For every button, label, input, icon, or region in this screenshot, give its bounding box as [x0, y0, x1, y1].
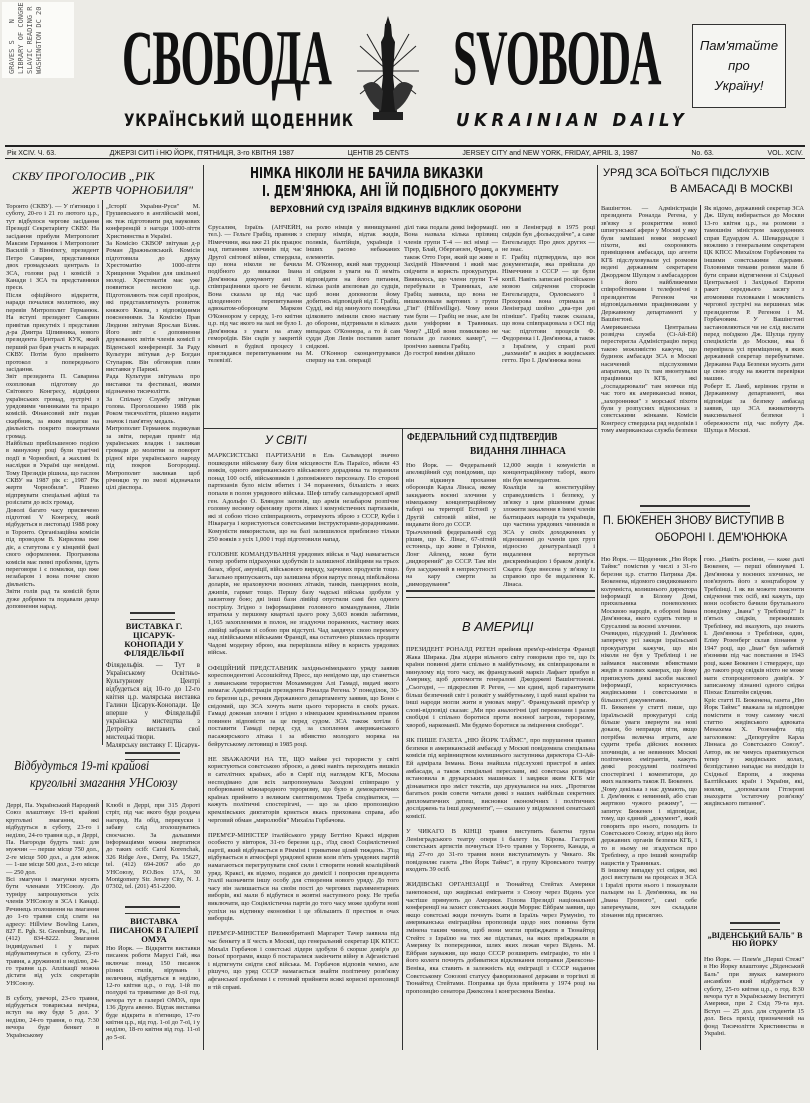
- section-world: У СВІТІ: [265, 433, 307, 447]
- headline-unsoyuz-2: кругольні змагання УНСоюзу: [30, 776, 178, 791]
- date-ukrainian: ДЖЕРЗІ СИТІ і НЮ ЙОРК, П'ЯТНИЦЯ, 3-го КВІТНЯ 1987: [109, 150, 295, 157]
- year-issue: Рік XCIV. Ч. 63.: [7, 150, 57, 157]
- skvu-column-2: „Історії України-Руси" М. Грушевського в англійській мові, як теж підготовити ряд наукових конференцій з нагоди 1000-ліття Християнства в Україні. За Комісію СКВОР звітував д-р Роман Дражньовський. Комісія підготовила до друку Хрестоматію 1000-ліття Хрищення України для шкільної молоді. Хрестоматія має уже появитися весною ц.р. Підготовляють теж серії прозірок, які представлятимуть розвиток княжого Києва, з відповідними поясненнями. За Комісію Прав Людини звітував Ярослав Біляк. Його звіт є доповнення друкованих звітів членів комісії з Віденської конференції. За Раду Культури звітував д-р Богдан Ступарик. Він обговорив плян виставки у Парижі. Рада Культури звітувала про виставки та фестивалі, якими відзначено тисячоліття. За Спільну Службу звітував голова. Проголошено 1988 рік Роком тисячоліття, рішено видати значок і пам'ятну медаль. Митрополит Германюк подякував за звіти, передав привіт від українських владик і закликав громади до молитви за поворот рідної віри українського народу під покров Богородиці. Митрополит закликав щоб річницю ту по змозі відзначали цілі діяспора.: [106, 203, 200, 492]
- library-stamp: GRAVES S N LIBRARY OF CONGRE SLAVIC READING R WASHINGTON DC 20: [2, 2, 74, 78]
- linnas-column-1: Ню Йорк. — Федеральний апеляційний суд повідомив, що він відкинув прохання оборонців Карла Лінаса, якому закидають воєнні злочини у німецькому концентраційному таборі на території Естонії у Другій світовій війні, не видавати його до СССР. Трьочленний федеральний суд рішив, що К. Лінас, 67-літній естонець, що живе в Грінлов, Лонг Айленд, може бути „видворений" до СССР. Там він був засуджений в неприсутності на кару смерти за „вимордування": [406, 462, 496, 587]
- divider: [125, 906, 180, 914]
- divider: [640, 505, 750, 513]
- column-rule: [203, 165, 204, 1050]
- headline-vienna-ball: „ВІДЕНСЬКИЙ БАЛЬ" В НЮ ЙОРКУ: [707, 931, 803, 949]
- issue-number: No. 63.: [691, 150, 714, 157]
- column-rule: [700, 555, 701, 1050]
- headline-demjanjuk-1: НІМКА НІКОЛИ НЕ БАЧИЛА ВИКАЗКИ: [250, 164, 484, 182]
- buchanan-column-1: Ню Йорк. — Щоденник „Ню Йорк Таймс" помістив у числі з 31-го березня ц.р. статтю Патрика Дж. Бюкенена, відомого синдикованого колумніста, колишнього директора інформації в Білому Домі, прихильника поневолених Москвою народів, в обороні Івана Дем'янюка, якого судять тепер в Єрусалимі за воєнні злочини. Очевидно, підсудний І. Дем'янюк заперечує усі закиди ізраїльської прокуратури кажучи, що він ніколи не був у Треблінці і не займався масовими вбивствами жидів в газових камерах, що йому приписують деякі засоби масової інформації, користуючись жидівськими і совєтськими в більшості документами. П. Бюкенен у статті пише, що ізраїльській прокуратурі слід більше уваги звернути на нові докази, бо неправди піти, якщо потрібна велична втрати, але судити треба дійсних воєнних злочинців, а не невинних Москві політичних емігрантів, кажуть деякі розсудливі політичні спостерігачі і коментатори, до яких належить також П. Бюкенен. „Чому декілька з нас думають, що І. Дем'янюк є невинний, або став жертвою чужого режиму", — запитує Бюкенен і відповідає, тому, що єдиний „документ", який говорить про нього, походить із Совєтського Союзу, згідно від його державних органів безпеки КГБ, і то в ньому не згадується про Треблінку, а про інший концтабір нацистів у Травниках. В іншому випадку усі свідки, які досі виступали на процесах в ЗСА і Ізраїлі проти нього і показували пальцем на І. Дем'янюка, як на „Івана Грозного", самі себе заперечували, хоч складали зізнання під присягою.: [601, 556, 697, 919]
- headline-unsoyuz-1: Відбудуться 19-ті крайові: [14, 759, 150, 774]
- pysanky-body: Ню Йорк. — Відкриття виставки писанок роботи Марусі Гай, яка включає понад 150 писанок різних стилів, вірувань і величини, відбудеться в неділю, 12-го квітня ц.р., о год. 1-ій по полудні та триватиме до 8-ої год. вечора тут в галереї ОМУА, при 136 Друга авеню. Відтак виставка буде відкрита в п'ятницю, 17-го квітня ц.р., від год. 1-ої до 7-ої, і у неділю, 18-го квітня від год. 11-ої до 5-ої.: [106, 945, 200, 1041]
- america-news-body: ПРЕЗИДЕНТ РОНАЛД РЕГЕН прийняв прем'єр-міністра Франції Жака Ширака. Два лідери вільного світу говорили про те, що їх країни повинні діяти спільно в майбутньому, як співпрацювали в минулому від того часу, як французький маркіз Лафает прибув в Америку, щоб допомогти генералові Джорджеві Вашінгтонові. „Сьогодні, — підкреслив Р. Реген, — ми єдині, щоб гарантувати більш безпечний світ і розквіт у майбутньому, і щоб наші країни та інші народи могли жити в умовах миру". Французький прем'єр у слові-відповіді сказав: „Ми пpo аналогічні ідеї переконани і разом свобідні і спільно боротися проти воєнної загрози, тероризму, хвороб, наркоманії. Ми будемо боротися за зміцнення свободи". ЯК ПИШЕ ГАЗЕТА „НЮ ЙОРК ТАЙМС", про порушення правил безпеки в американській амбасаді у Москві повідомила спеціяльна комісія під керівництвом колишнього заступника директора Сі-Ай-Ей адмірала Інмана. Вона знайшла підслухові пристрої в авіях амбасади, а також спеціяльні переслави, які совєтська розвідка встановила в друкарських машинках і завдяки яким КГБ міг дізнаватися про зміст текстів, що друкувалися на них. „Протягом багатьох років совєти читали деякі з наших найбільш секретних дипломатичних депеш, висновки економічних і політичних досліджень та інші документи", — сказано у звідомленні сенатської комісії. У ЧИКАГО В КІНЦІ травня виступить балетна група Ленінградського театру опери і балету ім. Кірова. Гастролі совєтських артистів почнуться 19-го травня у Торонто, Канада, а від 27-го до 31-го травня вони виступатимуть у Чикаго. Як повідомляє газета „Ню Йорк Таймс", в групу Кіровського театру входить 39 осіб. ЖИДІВСЬКІ ОРГАНІЗАЦІЇ в Тюнайтед Стейтах Америки занепокоєні, що жидівські емігранти з Союзу через Відень усе частіше прямують до Америки. Голова Президії національної конференції на захист совєтських жидів Моррис Ейбрам заявив, що якщо совєтські жиди почнуть їхати в Ізраїль через Румунію, то американська еміграційна пропозиція щодо них повинна бути змінена таким чином, щоб вони могли приїжджати в Тюнайтед Стейтс з Ізраїлю на тих же підставах, на яких приїжджали в Америку їх попередники, шлях яких лежав через Відень. М. Ейбрам зауважив, що якщо СССР розширить еміграцію, то він і його колеги почнуть добиватися відкликання поправки Джексона-Веніка, яка ставить в залежність від еміграції з СССР надання Совєтському Союзові статусу фаворизованої держави в торгівлі зі Тюнайтед Стейтами. Поправка ця була прийнята у 1974 році на пропозицію сенатора Джексона і конгресмена Веніка.: [406, 646, 595, 995]
- section-rule: [204, 428, 597, 429]
- skvu-column-1: Торонто (СКВУ). — У п'ятницю і суботу, 20-го і 21 го лютого ц.р., тут відбулося чергове засідання Президії Секретаріяту СКВУ. На засідання прибули Митрополит Максим Германюк і Митрополит Василій з Вінніпегу, президент Петро Саварин, представники двох громадських централь із ЗСА, голови рад і комісій з Канади і ЗСА та представники преси. Після офіційного відкриття, наради почалися молитвою, яку перевів Митрополит Германюк. На вступі президент Саварин привітав присутніх і представив д-ра Дмитра Ціпивника, нового президента Централі КУК, який перший раз брав участь в нарадах СКВУ. Потім було прийнято протокол з попереднього засідання. Звіт президента П. Саварина охоплював підготову до Світового Конгресу, відвідини українських громад, зустрічі з урядовими чинниками та працю комісій. Фінансовий звіт подав скарбник, за яким видатки на діяльність покрито пожертвами громад. Найбільш прибільшеною подією в минулому році були трагічні події в Чорнобилі, а жахливі їх наслідки в Україні ще невідомі. Тому Президія рішила, що гаслом СКВУ на 1987 рік є: „1987 Рік жертв Чорнобиля". Рішено відпрвувати спеціальні афіші та розіслати до всіх громад. Доволі багато часу присвячено підготові V Конгресу, який відбудеться в листопаді 1988 року в Торонто. Організаційна комісія під проводом В. Кирилова вже діє, а статутова є у кінцевій фазі свого оформлення. Програмова комісія має певні проблеми, ідуть переговори і є помилки, що вже незабаром і вона почне свою діяльність. Звіти голів рад та комісій були дуже добрими та подавали дещо доповнення нарад.: [6, 203, 99, 610]
- headline-buchanan-1: П. БЮКЕНЕН ЗНОВУ ВИСТУПИВ В: [603, 515, 785, 527]
- embassy-column-1: Вашінгтон. — Адміністрація президента Роналда Регена, у зв'язку з розкриттям нової шпигунської афери у Москві у яку були замішані вояки морської піхоти, які охороняють приміщення амбасади, що агенти КГБ підслуховували усі розмови ведені державним секретарем Джорджом Шулцом з амбасадором і його найближчими співробітниками і телефонічні з президентом Регеном чи відповідальними працівниками у Державному департаменті у Вашінгтоні. Американська Центральна розвідча служба (Сі-Ай-Ей) перестерегла Адміністрацію перед такою можливістю кажучи, що будинок амбасади ЗСА в Москві насичений підслуховими апаратами, що їх там вмонтували працівники КГБ, які „ґоспадарювали" там мовчки під час того як американські вояки, „захоронники" з морської піхоти були у розпусних відносинах з совєтськими жінками. Комісія Конгресу ствердила ряд недоліків і тому американська служба безпеки: [601, 205, 697, 435]
- column-rule: [402, 428, 403, 1050]
- vienna-ball-body: Ню Йорк. — Плем'я „Перші Стежі" в Ню Йорку влаштовує „Віденський Баль" при звуках камерного ансамблю який відбудеться у суботу, 25-го квітня ц.р., о год. 8:30 вечора тут в Українському Інституті Америки, при 2 Схід 79-та вул. Вступ — 25 дол. для студентів 15 дол. Весь прихід призначений на фонд Тисячоліття Християнства в Україні.: [704, 956, 804, 1038]
- column-rule: [102, 200, 103, 745]
- tsisaruk-body: Філядельфія. — Тут в Українському Освітньо-Культурному Центрі відбудеться від 10-го до 12-го квітня ц.р. малярська виставка Галини Цісарук-Конопади. Це вперше у Філядельфії українська мистецтва з Детройту виставить свої мистецькі твори. Малярську виставку Г. Цісарук-: [106, 662, 200, 748]
- demjanjuk-column-3: ділі така подала деякі інформації. Вона назвала кілька прізвищ членів групи Т-4 — всі німці — Тірер, Блай, Оберганзен, Франц, а також Отто Горн, який ще живе в Західній Німеччині і який має свідчити в користь прокуратури. Виявилось, що члени групи Т-4 перебували в Травниках, але Грабіц заявила, що вона не вишколювали вартових з групи „Гіві" (Hilfswillige). Чому вони там були — Грабіц не знає, але їм дали уніформи в Травниках. Чому? „Щоб вони помилково не попали до газових камер", — іронічно заявила Грабіц. До гострої вимiни дійшло: [404, 224, 498, 357]
- headline-tsisaruk: ВИСТАВКА Г. ЦІСАРУК-КОНОПАДИ У ФІЛЯДЕЛЬФІЇ: [123, 621, 185, 658]
- headline-buchanan-2: ОБОРОНІ І. ДЕМ'ЮНЮКА: [655, 532, 788, 544]
- subhead-demjanjuk: ВЕРХОВНИЙ СУД ІЗРАЇЛЯ ВІДКИНУВ ВІДКЛИК ОБОРОНИ: [270, 205, 522, 215]
- column-rule: [700, 205, 701, 420]
- dateline: [5, 145, 805, 159]
- volume: VOL. XCIV.: [767, 150, 803, 157]
- unsoyuz-column-1: Деррі, Па. Український Народний Союз влаштовує 19-ті крайові кругольні змагання, які відбудуться в суботу, 23-го і неділю, 24-го травня ц.р., в Деррі, Па. Нагороди будуть такі: для мужчин — перше місце 750 дол., 2-ге місце 500 дол., а для жінок — 1-ше місце 500 дол., 2-го місце — 250 дол. Всі змагуни і змагунки мусять бути членами УНСоюзу. До турніру запрошуються усіх членів УНСоюзу в ЗСА і Канаді. Речинець зголошення на змагання до 1-го травня слід слати на адресу: Hillview Bowling Lanes, 827 E. Pgh. St. Greenburg, Pa., tel. (412) 834-8222. Змагання індивідуальні і у парах відбуватимуться в суботу, 23-го травня, а дружинові в неділю, 24-го травня ц.р. Аплікації можна дістати від усіх секретарів УНСоюзу. В суботу, увечорі, 23-го травня, відбудеться товариська вечірка, вступ на яку буде 5 дол. У неділю, 24-го травня, о год. 7:30 вечора буде бенкет в Українському: [6, 802, 99, 1039]
- demjanjuk-column-1: Єрусалим, Ізраїль (АНЧЕЙН, тел.). — Гельге Грабіц, правник з Німеччини, яка вже 21 рік працює над питанням злочинів під час Другої світової війни, ствердила, що вона ніколи не бачила подібного до виказки Івана Дем'янюка документу ані її співпрацівники цього не бачили. Вона сказала це під час цілоденного перепитування адвокатом-оборонцем Марком О'Коннором у середу, 1-го квітня ц.р. під час якого на залі не було І. Дем'янюка з уваги на атаку гемороїдів. Він сидів у закритій кімнаті в будівлі процесу і приглядався перепитуванням на телевізії.: [208, 224, 302, 365]
- linnas-column-2: 12,000 жидів і комуністів в концентраційному таборі, якого він був комендантом. Коаліція за конституційну справедливість і безпеку, у зв'язку з цим рішенням думає зложити зажалення в імені членів балтицьких народів та українців, що частина урядових чинників в ЗСА у своїх доходженнях у відношенні до членів цих груп відносно денатуралізації і видалення вертуться дискримінацією і браком довір'я. Скарга буде внесена у зв'язку із справою про бе видалення К. Лінаса.: [503, 462, 595, 587]
- section-america: В АМЕРИЦІ: [462, 619, 534, 634]
- headline-demjanjuk-2: І. ДЕМ'ЯНЮКА, АНІ ЇЙ ПОДІБНОГО ДОКУМЕНТУ: [262, 182, 559, 200]
- headline-skvu-1: СКВУ ПРОГОЛОСИВ „РІК: [12, 169, 155, 183]
- headline-linnas-2: ВИДАННЯ ЛІННАСА: [470, 446, 566, 457]
- masthead-title-latin: SVOBODA: [453, 14, 661, 101]
- headline-linnas-1: ФЕДЕРАЛЬНИЙ СУД ПІДТВЕРДИВ: [407, 432, 558, 443]
- column-rule: [597, 165, 598, 1050]
- masthead-subtitle-ukrainian: УКРАЇНСЬКИЙ ЩОДЕННИК: [124, 111, 354, 131]
- unsoyuz-column-2: Клюбі в Деррі, при 315 Доротi стріт, під час якого буде роздача нагород. На обід, перекуски і забаву слід зголошуватись своєчасно. За дальшими інформаціями можна звертатися до таких осіб: Carol Korenchak, 326 Ridge Ave., Derry, Pa. 15627, tel. (412) 694-2067 або до УНСоюзу, P.O.Box 17A, 30 Montgomery Str. Jersey City, N. J. 07302, tel. (201) 451-2200.: [106, 802, 200, 891]
- divider: [406, 590, 595, 598]
- headline-embassy-1: УРЯД ЗСА БОЇТЬСЯ ПІДСЛУХІВ: [603, 167, 770, 179]
- buchanan-column-2: гою. „Навіть росіяни, — каже далі Бюкенен, — перші обвинувачі І. Дем'янюка у воєнних злочинах, не пов'язують його з концтабором у Треблінці. І як ви можете пояснити свідчення тих осіб, які кажуть, що вони особисто бачили брутального поведінку „Івана" у Треблінці?" Із п'ятьох свідків, переживших Треблінку, які вказують, що знають І. Дем'янюка з Треблінки, один, Еліяу Розенберг склав зізнання у 1947 році, що „Іван" був забитий в'язнями під час повстання в 1943 році, каже Бюкенен і стверджує, що до такого роду свідків ніхто не може мати стопроцентового довір'я. У записаному зізнанні одного свідка Пінхас Епштейн свідчив. Кріс статті П. Бюкенена, газета „Ню Йорк Таймс" вважала за відповідне помістити в тому самому числі статтю жидівського адвоката Менахема Х. Розенафта під заголовком: „Депортуйте Карла Ліннаса до Совєтського Союзу". Автор, як не чимусь практикується тепер у жидівських колах, безпідставно нападає на вихідців із Східньої Европи, а зокрема Балтійських країн і України, які, мовляв, „допомагали Гітлерові знаходити 'остаточну розв'язку' жидівського питання".: [704, 556, 804, 808]
- demjanjuk-column-4: ню в Ленінграді в 1975 році свідків був „фольксдойче", а саме Енгельгардт. Про двох других — не знає. Г. Грабіц підтвердила, що вся документація, яка прийшла до Німеччини з СССР — це були копії. Навіть записані російською мовою свідчення сторожів Енгельгардта, Орловського і Прохорова вона отримала в Ленінграді шойно „два-три дні пізніше". Грабіц також сказала, що вона співпрацювала з ОСІ під час підготови процесів Ф. Федоренка і І. Дем'янюка, а також з Ізраїлем, у справі ролі „вахманів" в акціях в жидівських гетто. Про І. Дем'янюка вона: [502, 224, 595, 365]
- headline-skvu-2: ЖЕРТВ ЧОРНОБИЛЯ": [72, 183, 194, 197]
- divider: [130, 612, 175, 620]
- headline-embassy-2: В АМБАСАДІ В МОСКВІ: [670, 183, 793, 195]
- demjanjuk-column-2: на ролю німців у винищуванні спершу німців, відтак жидів, поляків, балтійців, українців і інших расово небажаних елементів. М. О'Коннор, який мав труднощі зі свідком з уваги на її неміть відповідати на його питання, кілька разів апелював до судців, щоб вони допомогли йому добитись відповідей від Г. Грабіц. Судді, які від минулого понеділка цілковито змінили свою наставу до оборони, підтримали в кількох випадках О'Коннора, а то й сам суддя Дов Левін поставив запит свідкові. М. О'Коннор сконцентрувався спершу на т.зв. операції: [306, 224, 400, 365]
- price: ЦЕНТІВ 25 CENTS: [347, 150, 409, 157]
- masthead-subtitle-english: UKRAINIAN DAILY: [456, 110, 689, 131]
- headline-pysanky: ВИСТАВКА ПИСАНОК В ГАЛЕРІЇ ОМУА: [109, 916, 199, 944]
- world-news-body: МАРКСИСТСЬКІ ПАРТИЗАНИ в Ель Сальвадорі значно пошкодили військову базу біля місцевости Ель Параїсо, вбили 43 вояків, одного американського військового дорадника та поранили понад 100 осіб, військовиків і допоміжного персоналу. По стороні партизанів було вісім вбитих і 34 поранених, більшість з яких попали в полон урядового війська. Шеф штабу сальвадорської армії ген. Адольфо О. Бляндон заповів, що армія незабаром розпічне головну весняну офензиву проти лівих і комуністичних партизанів, які зі собою тісно співпрацюють, отримують зброю з СССР, Куби і Нікарагуа і користуються совєтськими інструкторами-дорадниками. Комуністи використали, що на базі залишилося приблизно тільки 250 вояків з усіх 1,000 і тоді підготовили напад. ГОЛОВНЕ КОМАНДУВАННЯ урядових військ в Чаді намагається тепер зробити підрахунки здобутків із залишеної лівійцями на трьох базах, зброї, амуніції, військового виряду, харчових продуктів тощо. Загально припускають, що залишена зброя вартує понад півбільйона доларів, не враховуючи воєнних літаків, танків, панцерних возів, джипів, гармат тощо. Першу базу чадські війська здобули у завзятому бою; дві інші бази лівійці опустили самі без одного пострілу. Згідно з інформаціями головного командування, Лівія втратила у першому кварталі цього року 3,603 вояків забитими, 1,165 захопленими в полон, не згадуючи поранених, частину яких лівійці забрали зі собою при відступі. Чад завдячує свою перемогу над лівійськими військами Франції, яка остаточно рішилась продати Чадові модерну зброю, яка перерішила війну в користь урядових військ. ОФІЦІЙНИЙ ПРЕДСТАВНИК західньонімецького уряду заявив кореспондентові Ассошієйтед Пресс, що невідомо ще, що станеться з ливанським терористом Мохаммедом Алі Гамаді, видачі якого вимагає Адміністрація президента Роналда Регена. У понеділок, 30-го березня ц.р., речник Державного департаменту заявив, що Бонн є свідомий, що ЗСА хочуть мати цього терориста в своїх руках. Гамаді доконав злочин і згідно з німецьким кримінальним правом повинен відповісти за це перед судом. ЗСА також хотіли б поставити Гамаді перед суд за схоплення американського пасажирського літака і за вбивство молодого моряка на бейрутському летовищі в 1985 році. НЕ ЗВАЖАЮЧИ НА ТЕ, ЩО майже усі терористи у світі користуються совєтською зброєю, а деякі навіть переходять вишкіл в сателітних країнах, або в Сирії під наглядом КГБ, Москва несподівано для всіх запропонувала Заходові співпрацю у поборюванні міжнародного тероризму, що було в демократичних країнах прийнято з великим скептицизмом. Треба сподіватися, — кажуть політичні спостерігачі, — що за цією пропозицією кремлівських диктаторів криється якась прихована справа, або черговий обман „миролюбія" Михаїла Горбачова. ПРЕМ'ЄР-МІНІСТЕР італійського уряду Беттіно Краксі відкрив особисто у вівторок, 31-го березня ц.р., з'їзд своєї Соціялістичної партії, який відбувається в Рімміні і триватиме цілий тиждень. З'їзд відбувається в атмосфері урядової кризи коли п'ять урядових партій намагаються перегрупувати свої сили і створити новий коаліційний уряд. Краксі, як відомо, подався до димісії і попросив президента Італії назначити іншу особу для створення нового уряду. До того часу він залишається на своїм пості до чергових парляментарних виборів, які мали б відбутися в жовтні наступного року. Не треба виключати, що Соціялістична партія до того часу може здобути нові успіхи на відтинку економіки і це збільшить її престиж в очах виборців. ПРЕМ'ЄР-МІНІСТЕР Великобританії Маргарет Тачер заявила під час бенкету в її честь в Москві, що генеральний секретар ЦК КПСС Михаїл Горбачов і совєтські лідери здобули б скорше довір'я до їхньої програми, якщо б постаралися закінчити війну в Афганістані і відтягнути свідти свої війська. М. Горбачов відповів чемно, але рішучо, що уряд СССР намагається знайти політичну розв'язку афганської проблеми і є готовий прийняти всякі корисні пропозиції в тій справі.: [208, 452, 399, 991]
- embassy-column-2: Як відомо, державний секретар ЗСА Дж. Шулц вибирається до Москви 13-го квітня ц.р., на розмови з тамошнім міністром закордонних справ Едуардом А. Шеварднадзе і можливо з генеральним секретарем ЦК КПСС Михаїлом Горбачовим та іншими совєтськими лідерами. Головними темами розмов мали б бути справи відтягнення зі Східньої Центральної і Західньої Европи ракет середнього засягу з атомовими головками і можливість чергової зустрічі на вершинах між президентом Р. Регеном і М. Горбачовим. У Вашінгтоні застановляються чи не слід вислати перед поїздкою Дж. Шулца групу спеціялістів до Москви, яка б перевірила усі приміщення, в яких державний секретар перебуватиме. Державна Рада Безпеки мусить дати це свою згоду на вжиття перевірки машин. Роберт Е. Ламб, керівник групи в Державному департаменті, яка відповідає за безпеку амбасад заявив, що ЗСА вживатимуть максимальної безпеки і обережности під час побуту Дж. Шулца в Москві.: [704, 205, 804, 435]
- remember-ukraine-box: Пам'ятайте про Україну!: [692, 24, 786, 108]
- date-english: JERSEY CITY and NEW YORK, FRIDAY, APRIL 3, 1987: [462, 150, 638, 157]
- masthead-title-cyrillic: СВОБОДА: [122, 14, 331, 101]
- column-rule: [102, 800, 103, 1050]
- divider: [730, 922, 780, 930]
- emblem-icon: [355, 16, 421, 126]
